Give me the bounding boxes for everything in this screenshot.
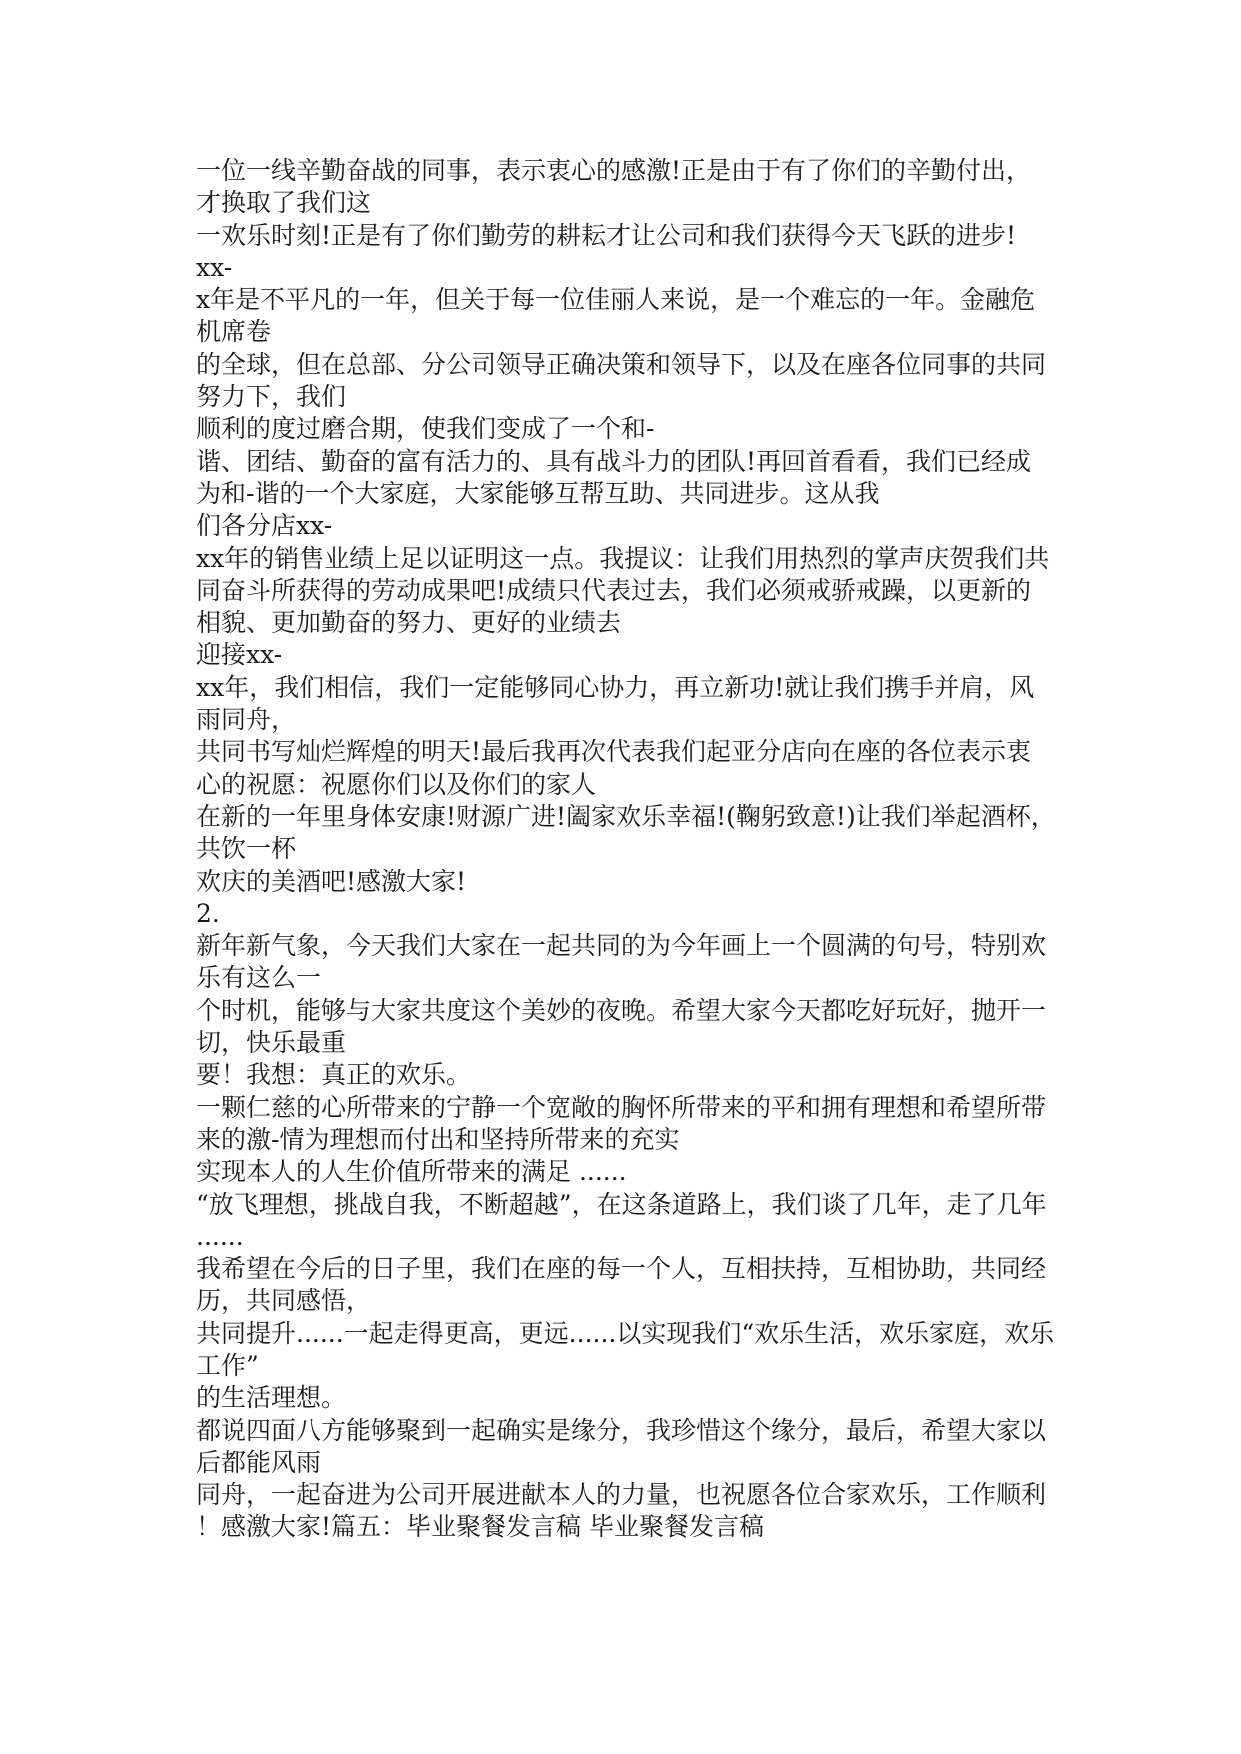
text-line: 努力下，我们 (196, 382, 347, 412)
text-line: 谐、团结、勤奋的富有活力的、具有战斗力的团队!再回首看看，我们已经成 (196, 446, 1032, 476)
text-line: 都说四面八方能够聚到一起确实是缘分，我珍惜这个缘分，最后，希望大家以 (196, 1415, 1047, 1445)
text-line: 相貌、更加勤奋的努力、更好的业绩去 (196, 608, 622, 638)
text-line: xx年的销售业绩上足以证明这一点。我提议：让我们用热烈的掌声庆贺我们共 (196, 543, 1050, 573)
text-line: 才换取了我们这 (196, 188, 372, 218)
text-line: 雨同舟， (196, 705, 297, 735)
text-line: 一颗仁慈的心所带来的宁静一个宽敞的胸怀所带来的平和拥有理想和希望所带 (196, 1092, 1047, 1122)
text-line: 历，共同感悟， (196, 1286, 372, 1316)
text-line: 来的激-情为理想而付出和坚持所带来的充实 (196, 1124, 680, 1154)
text-line: 新年新气象，今天我们大家在一起共同的为今年画上一个圆满的句号，特别欢 (196, 931, 1047, 961)
text-line: 在新的一年里身体安康!财源广进!阖家欢乐幸福!(鞠躬致意!)让我们举起酒杯， (196, 801, 1056, 831)
text-line: xx- (196, 252, 233, 282)
document-body (196, 155, 1066, 1544)
text-line: 们各分店xx- (196, 511, 333, 541)
text-line: 我希望在今后的日子里，我们在座的每一个人，互相扶持，互相协助，共同经 (196, 1254, 1047, 1284)
text-line: 乐有这么一 (196, 963, 322, 993)
text-line: “放飞理想，挑战自我，不断超越”，在这条道路上，我们谈了几年，走了几年 (196, 1189, 1047, 1219)
text-line: 机席卷 (196, 317, 272, 347)
text-line: x年是不平凡的一年，但关于每一位佳丽人来说，是一个难忘的一年。金融危 (196, 285, 1036, 315)
text-line: 迎接xx- (196, 640, 283, 670)
text-line: 工作” (196, 1350, 259, 1380)
text-line: 共同提升......一起走得更高，更远......以实现我们“欢乐生活，欢乐家庭，欢乐 (196, 1318, 1055, 1348)
text-line: 后都能风雨 (196, 1447, 322, 1477)
text-line: ！感激大家!篇五：毕业聚餐发言稿 毕业聚餐发言稿 (196, 1512, 764, 1542)
text-line: 2. (196, 898, 220, 928)
text-line: 个时机，能够与大家共度这个美妙的夜晚。希望大家今天都吃好玩好，抛开一 (196, 995, 1047, 1025)
text-line: ...... (196, 1221, 244, 1251)
text-line: 共同书写灿烂辉煌的明天!最后我再次代表我们起亚分店向在座的各位表示衷 (196, 737, 1032, 767)
text-line: 要！我想：真正的欢乐。 (196, 1060, 472, 1090)
text-line: 的生活理想。 (196, 1383, 347, 1413)
text-line: 共饮一杯 (196, 834, 297, 864)
text-line: 顺利的度过磨合期，使我们变成了一个和- (196, 414, 655, 444)
text-line: 同奋斗所获得的劳动成果吧!成绩只代表过去，我们必须戒骄戒躁，以更新的 (196, 575, 1032, 605)
text-line: 为和-谐的一个大家庭，大家能够互帮互助、共同进步。这从我 (196, 478, 880, 508)
text-line: 一位一线辛勤奋战的同事，表示衷心的感激!正是由于有了你们的辛勤付出， (196, 156, 1032, 185)
text-line: 实现本人的人生价值所带来的满足 ...... (196, 1157, 627, 1187)
text-line: 切，快乐最重 (196, 1028, 347, 1058)
text-line: 欢庆的美酒吧!感激大家! (196, 866, 467, 896)
text-line: 一欢乐时刻!正是有了你们勤劳的耕耘才让公司和我们获得今天飞跃的进步! (196, 220, 1017, 250)
text-line: 心的祝愿：祝愿你们以及你们的家人 (196, 769, 597, 799)
text-line: 同舟，一起奋进为公司开展进献本人的力量，也祝愿各位合家欢乐，工作顺利 (196, 1480, 1047, 1510)
text-line: xx年，我们相信，我们一定能够同心协力，再立新功!就让我们携手并肩，风 (196, 672, 1035, 702)
text-line: 的全球，但在总部、分公司领导正确决策和领导下，以及在座各位同事的共同 (196, 349, 1047, 379)
